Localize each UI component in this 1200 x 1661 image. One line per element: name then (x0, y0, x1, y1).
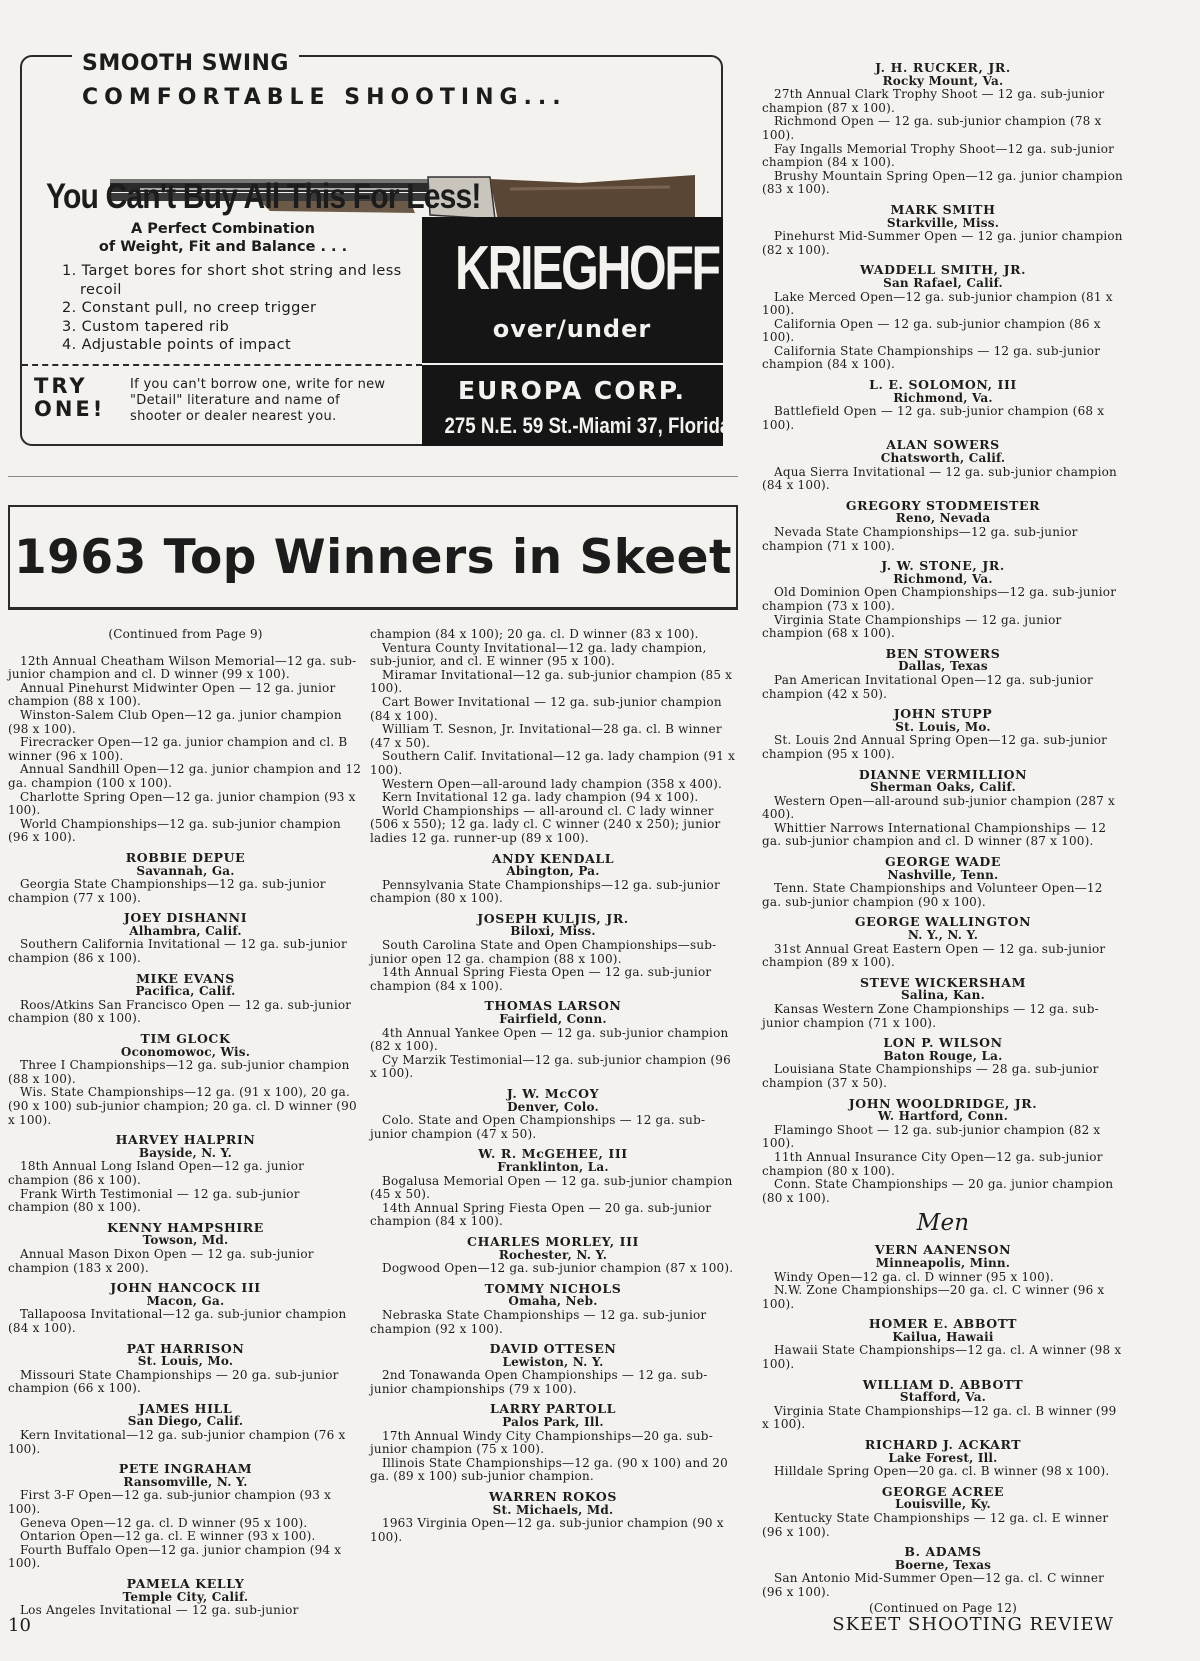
winner-name: CHARLES MORLEY, III (467, 1233, 639, 1249)
result-entry: Ontarion Open—12 ga. cl. E winner (93 x 100). (20, 1529, 316, 1544)
result-entry: Georgia State Championships—12 ga. sub-junior champion (77 x 100). (8, 877, 326, 905)
winner-location: Sherman Oaks, Calif. (870, 780, 1016, 795)
result-entry: Tenn. State Championships and Volunteer Open—12 ga. sub-junior champion (90 x 100). (762, 881, 1103, 909)
winner-location: Franklinton, La. (497, 1159, 609, 1174)
winner-location: Minneapolis, Minn. (875, 1255, 1011, 1270)
winner-name: J. W. STONE, JR. (881, 558, 1005, 574)
result-entry: Pinehurst Mid-Summer Open — 12 ga. junior champion (82 x 100). (762, 229, 1123, 257)
result-entry: Dogwood Open—12 ga. sub-junior champion (87 x 100). (382, 1261, 734, 1276)
result-entry: 14th Annual Spring Fiesta Open — 20 ga. sub-junior champion (84 x 100). (370, 1200, 712, 1229)
winner-location: W. Hartford, Conn. (878, 1109, 1008, 1124)
winner-name: HOMER E. ABBOTT (868, 1316, 1018, 1332)
ad-feature-list (62, 262, 412, 355)
company-name: EUROPA CORP. (457, 376, 687, 405)
result-entry: Roos/Atkins San Francisco Open — 12 ga. sub-junior champion (80 x 100). (8, 997, 352, 1026)
result-entry: Nevada State Championships—12 ga. sub-junior champion (71 x 100). (762, 525, 1078, 553)
winner-location: Richmond, Va. (893, 390, 993, 405)
winner-location: Alhambra, Calif. (129, 923, 242, 938)
winner-name: JOEY DISHANNI (123, 910, 248, 926)
winner-name: DAVID OTTESEN (489, 1341, 617, 1357)
ad-feature: 3. Custom tapered rib (62, 318, 230, 335)
winner-location: Palos Park, Ill. (502, 1415, 604, 1430)
page-number: 10 (8, 1615, 31, 1636)
result-entry: 12th Annual Cheatham Wilson Memorial—12 ga. sub-junior champion and cl. D winner (99 x 100). (8, 653, 357, 682)
result-entry: 27th Annual Clark Trophy Shoot — 12 ga. sub-junior champion (87 x 100). (762, 87, 1105, 115)
winner-location: Chatsworth, Calif. (880, 451, 1006, 466)
winner-name: JAMES HILL (138, 1400, 233, 1416)
winner-location: Denver, Colo. (507, 1099, 599, 1114)
article-headline-box (8, 505, 738, 610)
winner-name: JOSEPH KULJIS, JR. (477, 910, 629, 926)
ad-feature: 1. Target bores for short shot string and less recoil (62, 263, 402, 298)
result-entry: Cart Bower Invitational — 12 ga. sub-junior champion (84 x 100). (370, 694, 722, 723)
result-entry: Flamingo Shoot — 12 ga. sub-junior champion (82 x 100). (762, 1122, 1101, 1151)
result-entry: Winston-Salem Club Open—12 ga. junior champion (98 x 100). (8, 707, 342, 736)
result-entry: N.W. Zone Championships—20 ga. cl. C winner (96 x 100). (762, 1283, 1105, 1311)
result-entry: 1963 Virginia Open—12 ga. sub-junior champion (90 x 100). (370, 1516, 724, 1544)
result-entry: Aqua Sierra Invitational — 12 ga. sub-junior champion (84 x 100). (762, 464, 1117, 493)
result-entry-continued: champion (84 x 100); 20 ga. cl. D winner (83 x 100). (370, 627, 699, 641)
krieghoff-advertisement (20, 51, 779, 446)
result-entry: California State Championships — 12 ga. sub-junior champion (84 x 100). (762, 343, 1101, 372)
winner-name: GEORGE ACREE (881, 1483, 1005, 1499)
ad-combination-line2: of Weight, Fit and Balance . . . (98, 239, 348, 255)
brand-divider (422, 363, 723, 365)
winner-location: Kailua, Hawaii (892, 1329, 994, 1344)
result-entry: Ventura County Invitational—12 ga. lady champion, sub-junior, and cl. E winner (95 x 100). (370, 640, 707, 669)
result-entry: Nebraska State Championships — 12 ga. sub-junior champion (92 x 100). (370, 1307, 707, 1336)
brand-name: KRIEGHOFF 32 (455, 234, 779, 303)
winner-name: PETE INGRAHAM (118, 1461, 253, 1477)
result-entry: William T. Sesnon, Jr. Invitational—28 ga. cl. B winner (47 x 50). (370, 722, 722, 750)
result-entry: Annual Pinehurst Midwinter Open — 12 ga. junior champion (88 x 100). (8, 680, 336, 709)
result-entry: Battlefield Open — 12 ga. sub-junior champion (68 x 100). (762, 404, 1105, 432)
winner-location: Omaha, Neb. (508, 1294, 598, 1309)
section-heading-men: Men (916, 1210, 970, 1237)
ad-tagline-smooth: SMOOTH SWING (72, 51, 299, 76)
winner-name: THOMAS LARSON (484, 998, 622, 1014)
text-column-2 (370, 628, 736, 1608)
result-entry: Richmond Open — 12 ga. sub-junior champion (78 x 100). (762, 114, 1102, 142)
result-entry: 18th Annual Long Island Open—12 ga. junior champion (86 x 100). (8, 1159, 305, 1187)
winner-name: JOHN HANCOCK III (110, 1280, 261, 1296)
winner-location: St. Louis, Mo. (895, 719, 991, 734)
ad-dashed-divider (22, 364, 422, 366)
result-entry: 31st Annual Great Eastern Open — 12 ga. sub-junior champion (89 x 100). (762, 941, 1106, 970)
ad-feature: 2. Constant pull, no creep trigger (62, 300, 317, 316)
result-entry: Colo. State and Open Championships — 12 ga. sub-junior champion (47 x 50). (370, 1113, 706, 1141)
winner-location: Salina, Kan. (901, 988, 985, 1003)
result-entry: Three I Championships—12 ga. sub-junior champion (88 x 100). (8, 1058, 350, 1086)
result-entry: Charlotte Spring Open—12 ga. junior champion (93 x 100). (8, 789, 356, 818)
result-entry: Southern Calif. Invitational—12 ga. lady champion (91 x 100). (370, 749, 736, 777)
winner-name: ALAN SOWERS (886, 437, 1000, 453)
winner-location: Biloxi, Miss. (510, 924, 596, 939)
winner-location: San Rafael, Calif. (883, 275, 1003, 290)
result-entry: Geneva Open—12 ga. cl. D winner (95 x 100). (20, 1515, 308, 1530)
winner-name: KENNY HAMPSHIRE (107, 1219, 264, 1235)
winner-location: St. Louis, Mo. (137, 1354, 234, 1369)
winner-name: J. W. McCOY (506, 1086, 600, 1101)
result-entry: Conn. State Championships — 20 ga. junior champion (80 x 100). (762, 1177, 1114, 1205)
result-entry: Kentucky State Championships — 12 ga. cl. E winner (96 x 100). (762, 1511, 1109, 1539)
winner-name: JOHN WOOLDRIDGE, JR. (848, 1095, 1038, 1111)
winner-name: DIANNE VERMILLION (858, 766, 1028, 782)
ad-brand-block (422, 217, 779, 446)
winner-name: ANDY KENDALL (491, 850, 615, 866)
winner-location: Reno, Nevada (895, 511, 991, 526)
winner-name: JOHN STUPP (893, 706, 993, 722)
winner-location: Nashville, Tenn. (887, 867, 999, 882)
result-entry: Kern Invitational—12 ga. sub-junior champion (76 x 100). (8, 1428, 346, 1456)
winner-location: Temple City, Calif. (122, 1589, 249, 1604)
result-entry: Pennsylvania State Championships—12 ga. sub-junior champion (80 x 100). (370, 877, 720, 906)
result-entry: San Antonio Mid-Summer Open—12 ga. cl. C winner (96 x 100). (762, 1571, 1105, 1599)
result-entry: Cy Marzik Testimonial—12 ga. sub-junior champion (96 x 100). (370, 1052, 731, 1081)
winner-location: N. Y., N. Y. (907, 928, 979, 943)
continued-note: (Continued from Page 9) (108, 627, 263, 641)
winner-name: WARREN ROKOS (489, 1489, 617, 1505)
result-entry: Western Open—all-around sub-junior champion (287 x 400). (762, 793, 1115, 822)
result-entry: Fay Ingalls Memorial Trophy Shoot—12 ga. sub-junior champion (84 x 100). (762, 141, 1115, 170)
result-entry: First 3-F Open—12 ga. sub-junior champion (93 x 100). (8, 1488, 332, 1517)
winner-location: Lake Forest, Ill. (888, 1450, 998, 1465)
winner-location: Stafford, Va. (899, 1390, 987, 1405)
ad-headline: You Can't Buy All This For Less! (46, 177, 481, 216)
winner-name: J. H. RUCKER, JR. (875, 60, 1011, 75)
result-entry: Missouri State Championships — 20 ga. sub-junior champion (66 x 100). (8, 1367, 339, 1396)
winner-name: VERN AANENSON (874, 1242, 1012, 1258)
winner-name: RICHARD J. ACKART (864, 1437, 1022, 1453)
winner-name: STEVE WICKERSHAM (859, 974, 1027, 990)
result-entry: 11th Annual Insurance City Open—12 ga. sub-junior champion (80 x 100). (762, 1149, 1103, 1178)
winner-name: TOMMY NICHOLS (484, 1280, 622, 1296)
result-entry: Hawaii State Championships—12 ga. cl. A winner (98 x 100). (762, 1343, 1122, 1372)
company-address: 275 N.E. 59 St.-Miami 37, Florida (444, 413, 731, 438)
result-entry: Windy Open—12 ga. cl. D winner (95 x 100). (774, 1269, 1054, 1284)
result-entry: Wis. State Championships—12 ga. (91 x 100), 20 ga. (90 x 100) sub-junior champion; 20 ga. cl. D winner (90 x 100). (8, 1085, 357, 1127)
ad-try-one (34, 375, 105, 421)
result-entry: Pan American Invitational Open—12 ga. sub-junior champion (42 x 50). (762, 672, 1093, 701)
over-under-label: over/under (492, 315, 652, 343)
winner-name: WADDELL SMITH, JR. (859, 262, 1027, 278)
winner-location: Richmond, Va. (893, 571, 993, 586)
winner-name: MARK SMITH (890, 201, 996, 217)
winner-name: B. ADAMS (904, 1544, 982, 1560)
result-entry: Tallapoosa Invitational—12 ga. sub-junior champion (84 x 100). (8, 1307, 347, 1335)
result-entry: Bogalusa Memorial Open — 12 ga. sub-junior champion (45 x 50). (370, 1173, 733, 1202)
text-column-3 (762, 55, 1124, 1613)
ad-write-for-literature: If you can't borrow one, write for new "Detail" literature and name of shooter or dealer nearest you. (130, 377, 386, 424)
winner-location: Macon, Ga. (146, 1293, 225, 1308)
result-entry: Fourth Buffalo Open—12 ga. junior champion (94 x 100). (8, 1542, 342, 1571)
journal-name: SKEET SHOOTING REVIEW (832, 1614, 1114, 1635)
continued-on-note: (Continued on Page 12) (869, 1600, 1017, 1615)
ad-combination-line1: A Perfect Combination (131, 221, 315, 237)
winner-location: Ransomville, N. Y. (123, 1474, 248, 1489)
result-entry: Frank Wirth Testimonial — 12 ga. sub-junior champion (80 x 100). (8, 1186, 300, 1215)
result-entry: Old Dominion Open Championships—12 ga. sub-junior champion (73 x 100). (762, 585, 1117, 613)
result-entry: California Open — 12 ga. sub-junior champion (86 x 100). (762, 316, 1101, 345)
result-entry: World Championships — all-around cl. C lady winner (506 x 550); 12 ga. lady cl. C winner (240 x 250); junior ladies 12 ga. runner-up (89 x 100). (370, 803, 721, 845)
result-entry: Virginia State Championships — 12 ga. junior champion (68 x 100). (762, 612, 1062, 641)
result-entry: Annual Mason Dixon Open — 12 ga. sub-junior champion (183 x 200). (8, 1246, 314, 1275)
winner-name: PAT HARRISON (126, 1340, 245, 1356)
result-entry: Los Angeles Invitational — 12 ga. sub-junior (20, 1603, 299, 1618)
ad-feature: 4. Adjustable points of impact (62, 337, 292, 353)
ad-one-word: ONE! (34, 397, 106, 421)
winner-location: Baton Rouge, La. (883, 1048, 1003, 1063)
winner-location: Rocky Mount, Va. (882, 73, 1004, 88)
result-entry: Southern California Invitational — 12 ga. sub-junior champion (86 x 100). (8, 937, 347, 966)
winner-name: GEORGE WADE (885, 854, 1001, 870)
result-entry: Hilldale Spring Open—20 ga. cl. B winner (98 x 100). (774, 1464, 1110, 1479)
winner-name: BEN STOWERS (885, 645, 1001, 661)
winner-location: Savannah, Ga. (136, 863, 235, 878)
text-column-1 (8, 627, 363, 1618)
result-entry: Annual Sandhill Open—12 ga. junior champion and 12 ga. champion (100 x 100). (8, 762, 362, 790)
result-entry: Illinois State Championships—12 ga. (90 x 100) and 20 ga. (89 x 100) sub-junior champion. (370, 1455, 728, 1484)
winner-name: TIM GLOCK (140, 1031, 231, 1047)
winner-name: L. E. SOLOMON, III (869, 377, 1017, 393)
winner-location: Pacifica, Calif. (135, 984, 236, 999)
result-entry: Miramar Invitational—12 ga. sub-junior champion (85 x 100). (370, 667, 733, 696)
result-entry: 4th Annual Yankee Open — 12 ga. sub-junior champion (82 x 100). (370, 1025, 729, 1054)
result-entry: Brushy Mountain Spring Open—12 ga. junior champion (83 x 100). (762, 168, 1123, 197)
ad-combination-text (48, 220, 398, 256)
winner-location: Rochester, N. Y. (498, 1247, 608, 1262)
winner-name: W. R. McGEHEE, III (478, 1146, 628, 1162)
result-entry: St. Louis 2nd Annual Spring Open—12 ga. sub-junior champion (95 x 100). (762, 733, 1108, 761)
result-entry: 17th Annual Windy City Championships—20 ga. sub-junior champion (75 x 100). (370, 1428, 713, 1457)
winner-name: PAMELA KELLY (126, 1576, 245, 1591)
winner-location: Abington, Pa. (506, 864, 600, 879)
winner-name: LON P. WILSON (883, 1035, 1003, 1051)
winner-location: St. Michaels, Md. (492, 1502, 614, 1517)
winner-name: HARVEY HALPRIN (115, 1132, 256, 1148)
winner-name: WILLIAM D. ABBOTT (862, 1376, 1024, 1392)
ad-tagline-comfortable: COMFORTABLE SHOOTING... (82, 85, 567, 110)
result-entry: Kern Invitational 12 ga. lady champion (94 x 100). (382, 790, 699, 805)
result-entry: Virginia State Championships—12 ga. cl. B winner (99 x 100). (762, 1403, 1117, 1432)
winner-name: MIKE EVANS (136, 970, 235, 986)
winner-name: GREGORY STODMEISTER (845, 497, 1041, 513)
winner-location: San Diego, Calif. (127, 1414, 244, 1429)
result-entry: Firecracker Open—12 ga. junior champion and cl. B winner (96 x 100). (8, 735, 348, 763)
ad-try-word: TRY (34, 374, 88, 398)
result-entry: Whittier Narrows International Championships — 12 ga. sub-junior champion and cl. D winner (87 x 100). (762, 820, 1107, 849)
winner-location: Boerne, Texas (894, 1557, 992, 1572)
winner-location: Bayside, N. Y. (138, 1145, 233, 1160)
winner-location: Louisville, Ky. (895, 1497, 991, 1512)
result-entry: World Championships—12 ga. sub-junior champion (96 x 100). (8, 816, 341, 845)
winner-location: Oconomowoc, Wis. (120, 1044, 251, 1059)
result-entry: Kansas Western Zone Championships — 12 ga. sub-junior champion (71 x 100). (762, 1002, 1099, 1030)
winner-name: LARRY PARTOLL (489, 1401, 617, 1417)
winner-location: Fairfield, Conn. (499, 1012, 607, 1027)
winner-location: Lewiston, N. Y. (502, 1354, 604, 1369)
result-entry: 14th Annual Spring Fiesta Open — 12 ga. sub-junior champion (84 x 100). (370, 965, 712, 993)
article-headline: 1963 Top Winners in Skeet (13, 529, 733, 585)
winner-location: Starkville, Miss. (886, 215, 1000, 230)
winner-location: Towson, Md. (142, 1233, 229, 1248)
result-entry: 2nd Tonawanda Open Championships — 12 ga. sub-junior championships (79 x 100). (370, 1368, 708, 1396)
winner-name: ROBBIE DEPUE (125, 849, 246, 865)
result-entry: South Carolina State and Open Championships—sub-junior open 12 ga. champion (88 x 100). (370, 938, 717, 966)
result-entry: Lake Merced Open—12 ga. sub-junior champion (81 x 100). (762, 289, 1113, 318)
winner-name: GEORGE WALLINGTON (854, 914, 1032, 930)
winner-location: Dallas, Texas (898, 659, 988, 674)
result-entry: Louisiana State Championships — 28 ga. sub-junior champion (37 x 50). (762, 1062, 1099, 1090)
section-divider (8, 476, 738, 477)
result-entry: Western Open—all-around lady champion (358 x 400). (382, 776, 723, 791)
